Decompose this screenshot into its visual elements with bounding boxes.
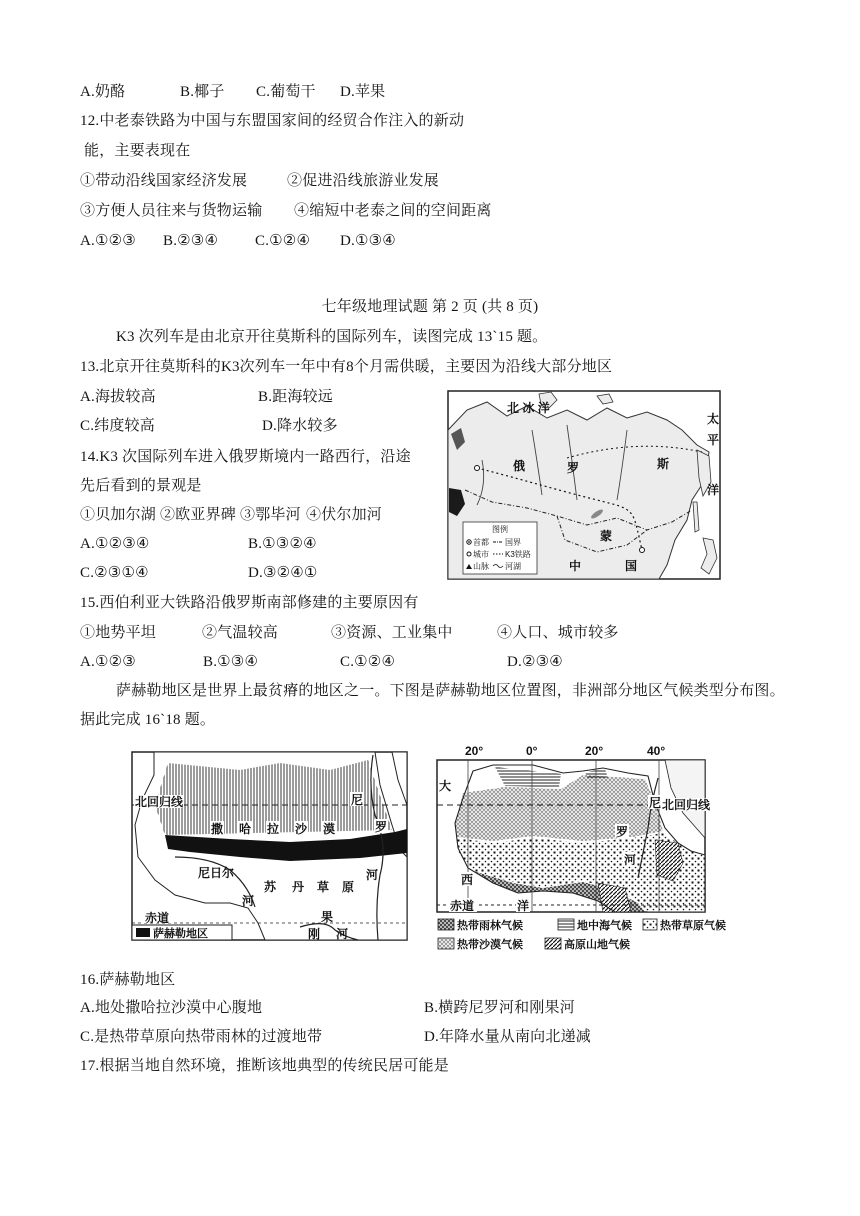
legend-capital: 首都 [473,538,489,547]
legend-k3-railway: K3铁路 [505,550,531,559]
q13-option-c: C.纬度较高 [80,418,155,434]
q14-stem-line2: 先后看到的景观是 [80,478,202,494]
q11-option-b: B.椰子 [180,84,225,100]
label-russia-1: 俄 [513,459,526,473]
legend-border: 国界 [505,538,521,547]
q14-option-b: B.①③②④ [248,536,317,552]
q15-statement-3: ③资源、工业集中 [331,625,453,641]
q12-option-a: A.①②③ [80,233,136,249]
label-russia-3: 斯 [657,457,670,471]
desert-swatch [438,938,454,949]
q11-option-d: D.苹果 [340,84,386,100]
longitude-20w: 20° [465,744,484,758]
q15-statement-4: ④人口、城市较多 [497,625,619,641]
q12-option-d: D.①③④ [340,233,396,249]
label-congo-2: 果 [321,910,334,924]
legend-river-lake: 河湖 [505,562,521,571]
legend-city: 城市 [473,550,489,559]
label-sahara-2: 哈 [239,822,252,836]
q12-stem-line1: 12.中老泰铁路为中国与东盟国家间的经贸合作注入的新动 [80,113,465,129]
label-nile-1: 尼 [351,793,364,807]
q15-option-d: D.②③④ [507,654,563,670]
highland-swatch [545,938,561,949]
russia-k3-route-map [447,390,721,580]
label-nile-2: 罗 [616,825,629,839]
label-congo-1: 刚 [308,927,321,941]
q12-statement-3: ③方便人员往来与货物运输 [80,203,263,219]
label-congo-3: 河 [336,927,349,941]
q16-option-d: D.年降水量从南向北递减 [424,1029,591,1045]
q12-stem-line2: 能，主要表现在 [84,143,191,159]
label-arctic-ocean: 北 冰 洋 [507,401,550,415]
q15-stem: 15.西伯利亚大铁路沿俄罗斯南部修建的主要原因有 [80,595,419,611]
q16-option-a: A.地处撒哈拉沙漠中心腹地 [80,1000,263,1016]
legend-desert: 热带沙漠气候 [457,939,523,951]
label-pacific-2: 平 [707,433,720,447]
label-sahara-4: 沙 [295,822,308,836]
q13-option-b: B.距海较远 [258,389,333,405]
q11-option-c: C.葡萄干 [256,84,316,100]
q12-option-b: B.②③④ [163,233,219,249]
legend-highland: 高原山地气候 [564,939,630,951]
q16-option-c: C.是热带草原向热带雨林的过渡地带 [80,1029,323,1045]
label-pacific-3: 洋 [707,483,720,497]
label-niger: 尼日尔 [198,866,235,880]
q13-option-a: A.海拔较高 [80,389,156,405]
label-nile-3: 河 [624,853,637,867]
beijing-marker [640,548,645,553]
longitude-40e: 40° [647,744,666,758]
label-equator: 赤道 [450,899,475,913]
group-13-15-intro: K3 次列车是由北京开往莫斯科的国际列车，读图完成 13`15 题。 [116,329,548,345]
label-tropic-of-cancer: 北回归线 [135,795,184,809]
page-footer: 七年级地理试题 第 2 页 (共 8 页) [321,299,539,315]
label-sahara-5: 漠 [323,822,336,836]
label-china-2: 国 [625,559,638,573]
label-sudan-3: 草 [317,880,330,894]
africa-climate-map [433,743,733,955]
q13-stem: 13.北京开往莫斯科的K3次列车一年中有8个月需供暖，主要因为沿线大部分地区 [80,359,613,375]
label-nile-1: 尼 [649,796,662,810]
q15-statement-1: ①地势平坦 [80,625,157,641]
q14-option-d: D.③②④① [248,565,318,581]
legend-sahel: 萨赫勒地区 [153,928,208,940]
climate-legend [438,918,726,951]
label-mongolia: 蒙 [600,529,613,543]
q12-statement-2: ②促进沿线旅游业发展 [287,173,440,189]
capital-dot-icon [468,541,470,543]
q12-statement-4: ④缩短中老泰之间的空间距离 [294,203,492,219]
label-sahara-3: 拉 [267,822,280,836]
q13-option-d: D.降水较多 [262,418,338,434]
label-sudan-4: 原 [342,880,355,894]
label-pacific-1: 太 [707,412,720,426]
label-atlantic-1: 大 [439,779,452,793]
q16-stem: 16.萨赫勒地区 [80,972,176,988]
label-niger-river: 河 [242,894,255,908]
q14-statement-4: ④伏尔加河 [306,507,383,523]
mediterranean-swatch [558,919,574,930]
legend-mediterranean: 地中海气候 [577,920,632,932]
q14-stem-line1: 14.K3 次国际列车进入俄罗斯境内一路西行，沿途 [80,449,411,465]
label-atlantic-2: 西 [461,873,474,887]
group-16-18-intro-line2: 据此完成 16`18 题。 [80,712,216,728]
q14-option-c: C.②③①④ [80,565,149,581]
legend-title: 图例 [492,525,508,534]
label-sahara-1: 撒 [211,822,224,836]
legend-rainforest: 热带雨林气候 [457,920,523,932]
label-sudan-1: 苏 [264,880,277,894]
q14-option-a: A.①②③④ [80,536,150,552]
longitude-20e: 20° [585,744,604,758]
label-sudan-2: 丹 [292,880,305,894]
legend-mountain: 山脉 [473,562,489,571]
q14-statement-2: ②欧亚界碑 [160,507,237,523]
savanna-swatch [643,919,657,930]
q15-option-b: B.①③④ [203,654,259,670]
longitude-0: 0° [526,744,538,758]
label-tropic-of-cancer: 北回归线 [662,798,711,812]
q15-statement-2: ②气温较高 [202,625,279,641]
q16-option-b: B.横跨尼罗河和刚果河 [424,1000,575,1016]
russia-map-legend [463,522,537,574]
rainforest-swatch [438,919,454,930]
q17-stem: 17.根据当地自然环境，推断该地典型的传统民居可能是 [80,1058,449,1074]
sahel-legend-swatch [136,928,150,937]
q12-option-c: C.①②④ [255,233,311,249]
group-16-18-intro-line1: 萨赫勒地区是世界上最贫瘠的地区之一。下图是萨赫勒地区位置图，非洲部分地区气候类型分布图。 [116,683,785,699]
q15-option-a: A.①②③ [80,654,136,670]
legend-savanna: 热带草原气候 [660,920,726,932]
sahel-location-map [130,745,410,943]
q12-statement-1: ①带动沿线国家经济发展 [80,173,248,189]
label-china-1: 中 [569,559,582,573]
q14-statement-1: ①贝加尔湖 [80,507,157,523]
q15-option-c: C.①②④ [340,654,396,670]
label-nile-2: 罗 [375,820,388,834]
q11-option-a: A.奶酪 [80,84,126,100]
moscow-marker [475,466,480,471]
label-atlantic-3: 洋 [517,899,530,913]
label-russia-2: 罗 [567,461,580,475]
city-symbol-icon [467,552,471,556]
q14-statement-3: ③鄂毕河 [240,507,301,523]
label-nile-3: 河 [366,868,379,882]
label-equator: 赤道 [145,911,170,925]
